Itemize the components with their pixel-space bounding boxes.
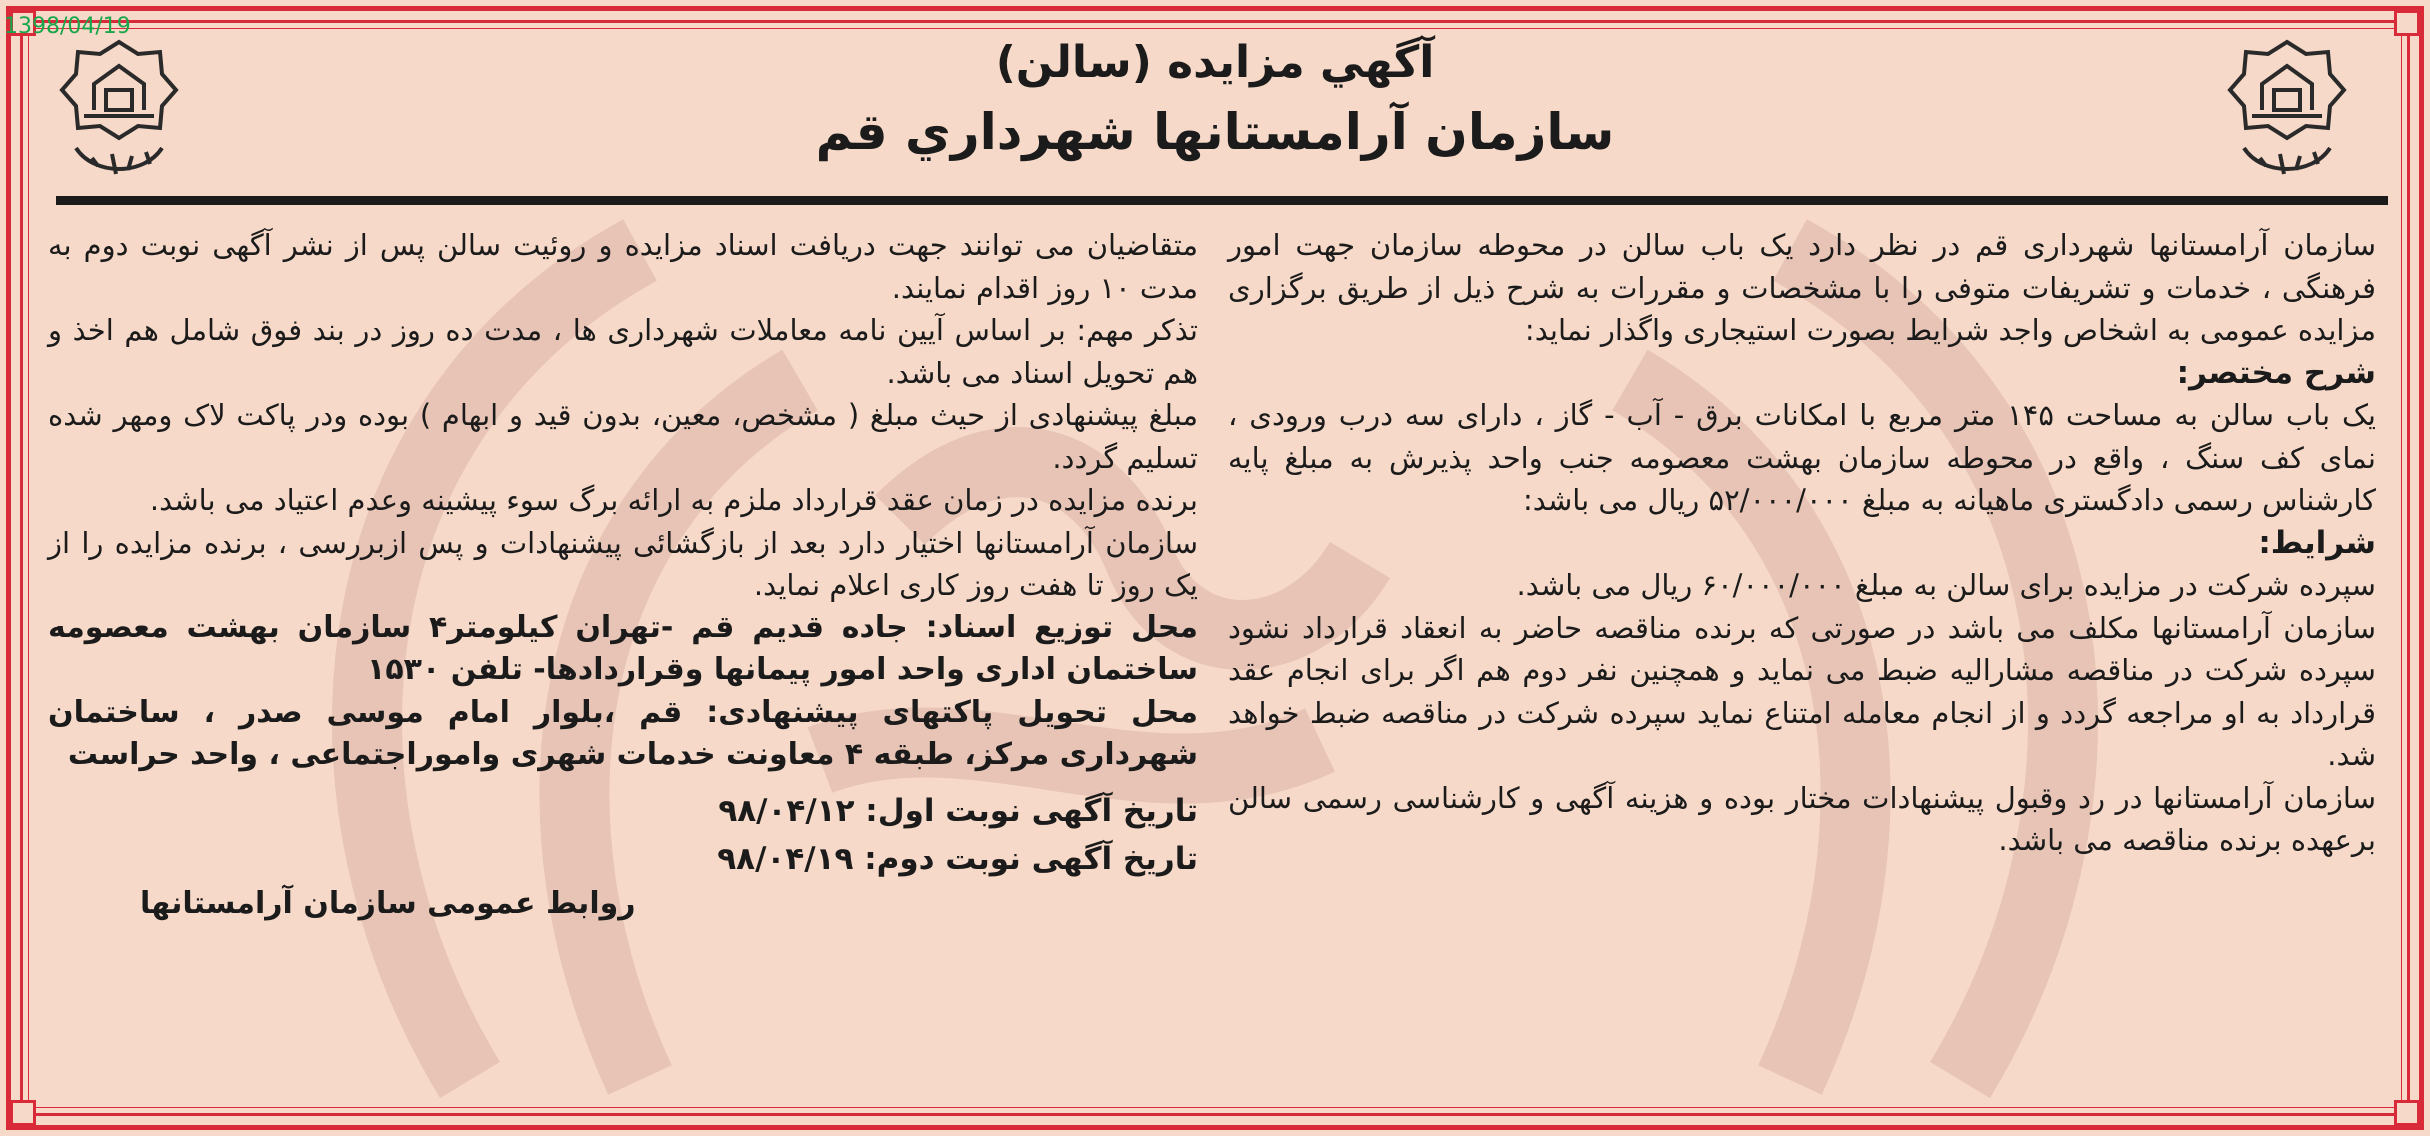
organization-name: سازمان آرامستانها شهرداري قم — [815, 103, 1615, 161]
applicants-paragraph: متقاضیان می توانند جهت دریافت اسناد مزایده و روئیت سالن پس از نشر آگهی نوبت دوم به مدت ۱۰ روز اقدام نمایند. — [48, 228, 1198, 305]
condition-item: سازمان آرامستانها در رد وقبول پیشنهادات مختار بوده و هزینه آگهی و کارشناسی رسمی سالن برعهده برنده مناقصه می باشد. — [1228, 780, 2376, 857]
publication-dates — [48, 787, 1198, 883]
second-date-label: تاریخ آگهی نوبت دوم: — [864, 840, 1198, 877]
corner-ornament — [2394, 1100, 2420, 1126]
first-date-row — [48, 787, 1198, 835]
important-note: تذکر مهم: بر اساس آیین نامه معاملات شهرداری ها ، مدت ده روز در بند فوق شامل هم اخذ و هم تحویل اسناد می باشد. — [48, 313, 1198, 390]
winner-requirement: برنده مزایده در زمان عقد قرارداد ملزم به ارائه برگ سوء پیشینه وعدم اعتیاد می باشد. — [149, 483, 1198, 517]
delivery-address: محل تحویل پاکتهای پیشنهادی: قم ،بلوار امام موسی صدر ، ساختمان شهرداری مرکز، طبقه ۴ معاونت خدمات شهری واموراجتماعی ، واحد حراست — [48, 694, 1198, 772]
first-date-label: تاریخ آگهی نوبت اول: — [865, 792, 1198, 829]
conditions-heading: شرایط: — [2258, 524, 2376, 561]
corner-ornament — [2394, 10, 2420, 36]
summary-paragraph: یک باب سالن به مساحت ۱۴۵ متر مربع با امکانات برق - آب - گاز ، دارای سه درب ورودی ، نمای کف سنگ ، واقع در محوطه سازمان بهشت معصومه جنب واحد پذیرش به مبلغ پایه کارشناس رسمی دادگستری ماهیانه به مبلغ ۵۲/۰۰۰/۰۰۰ ریال می باشد: — [1228, 398, 2376, 517]
condition-item: سازمان آرامستانها مکلف می باشد در صورتی که برنده مناقصه حاضر به انعقاد قرارداد نشود سپرده شرکت در مناقصه مشارالیه ضبط می نماید و همچنین نفر دوم هم اگر برای انجام عقد قرارداد به او مراجعه گردد و از انجام معامله امتناع نماید سپرده شرکت در مناقصه ضبط خواهد شد. — [1228, 610, 2376, 772]
date-stamp: 1398/04/19 — [4, 14, 131, 39]
condition-item: سپرده شرکت در مزایده برای سالن به مبلغ ۶۰/۰۰۰/۰۰۰ ریال می باشد. — [1516, 568, 2376, 602]
right-column — [1228, 224, 2376, 862]
left-column — [48, 224, 1198, 925]
notice-header — [400, 30, 2030, 168]
notice-title: آگهي مزايده (سالن) — [995, 37, 1435, 88]
distribution-address: محل توزیع اسناد: جاده قدیم قم -تهران کیلومتر۴ سازمان بهشت معصومه ساختمان اداری واحد امور پیمانها وقراردادها- تلفن ۱۵۳۰ — [48, 609, 1198, 687]
second-date-row — [48, 835, 1198, 883]
second-date-value: ۹۸/۰۴/۱۹ — [717, 840, 854, 877]
municipality-logo-left — [54, 36, 184, 186]
first-date-value: ۹۸/۰۴/۱۲ — [718, 792, 855, 829]
corner-ornament — [10, 1100, 36, 1126]
announcement-paragraph: سازمان آرامستانها اختیار دارد بعد از بازگشائی پیشنهادات و پس ازبررسی ، برنده مزایده را از یک روز تا هفت روز کاری اعلام نماید. — [48, 525, 1198, 602]
summary-heading: شرح مختصر: — [2176, 354, 2376, 391]
intro-paragraph: سازمان آرامستانها شهرداری قم در نظر دارد یک باب سالن در محوطه سازمان جهت امور فرهنگی ، خدمات و تشریفات متوفی را با مشخصات و مقررات به شرح ذیل از طریق برگزاری مزایده عمومی به اشخاص واجد شرایط بصورت استیجاری واگذار نماید: — [1228, 228, 2376, 347]
signature: روابط عمومی سازمان آرامستانها — [140, 885, 636, 921]
municipality-logo-right — [2222, 36, 2352, 186]
bid-amount-paragraph: مبلغ پیشنهادی از حیث مبلغ ( مشخص، معین، بدون قید و ابهام ) بوده ودر پاکت لاک ومهر شده تسلیم گردد. — [48, 398, 1198, 475]
header-divider — [56, 196, 2388, 205]
